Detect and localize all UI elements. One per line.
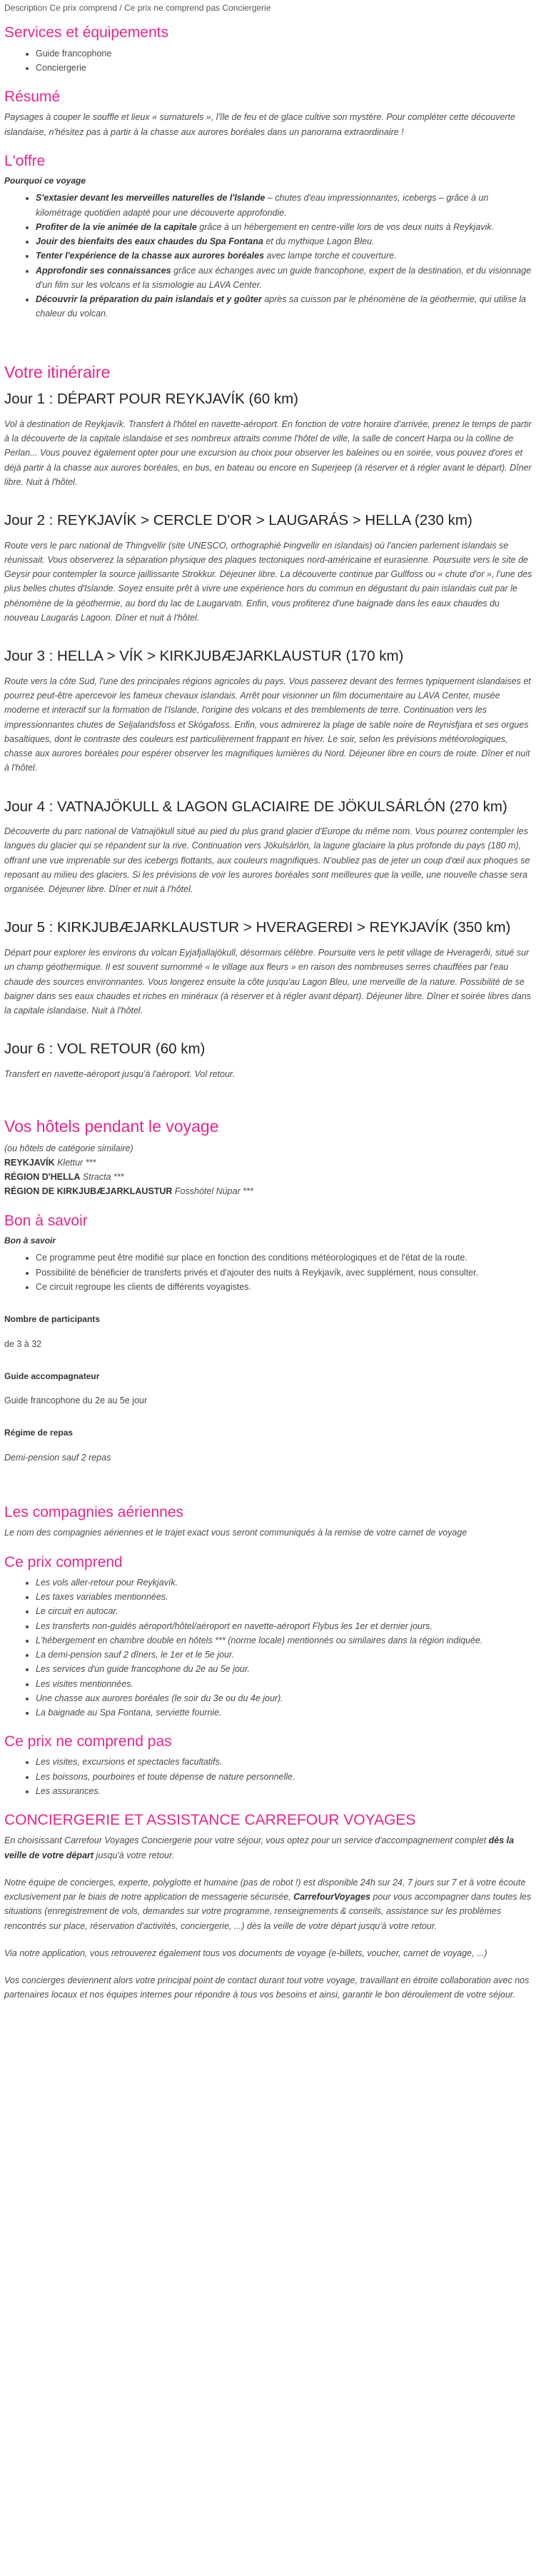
hotels-block bbox=[4, 1141, 535, 1199]
day-block bbox=[4, 512, 535, 625]
concierge-title: CONCIERGERIE ET ASSISTANCE CARREFOUR VOYAGES bbox=[4, 1812, 416, 1829]
concierge-p1-bold: dès la veille de votre départ bbox=[4, 1835, 515, 1860]
bon-a-savoir-list bbox=[4, 1251, 535, 1294]
offre-item bbox=[36, 220, 535, 234]
day-title: Jour 2 : REYKJAVÍK > CERCLE D'OR > LAUGARÁS > HELLA (230 km) bbox=[4, 512, 472, 529]
included-item: • L'hébergement en chambre double en hôtels *** (norme locale) mentionnés ou similaires dans la région indiquée. bbox=[36, 1633, 535, 1648]
offre-item bbox=[36, 191, 535, 220]
day-title: Jour 3 : HELLA > VÍK > KIRKJUBÆJARKLAUSTUR (170 km) bbox=[4, 648, 404, 665]
airlines-text: Le nom des compagnies aériennes et le trajet exact vous seront communiqués à la remise de votre carnet de voyage bbox=[4, 1528, 467, 1538]
not-included-item: • Les boissons, pourboires et toute dépense de nature personnelle. bbox=[36, 1770, 535, 1784]
concierge-p1 bbox=[4, 1833, 535, 1863]
day-text: Vol à destination de Reykjavík. Transfert à l'hôtel en navette-aéroport. En fonction de votre horaire d'arrivée, prenez le temps de partir à la découverte de la capitale islandaise et ses nombreux attraits comme l'hôtel de ville, la salle de concert Harpa ou la colline de Perlan... Vous pouvez également opter pour une excursion au choix pour observer les baleines ou en soirée, vous pouvez d'ores et déjà partir à la chasse aux aurores boréales, en bus, en bateau ou encore en Superjeep (à réserver et à régler avant le départ). Dîner libre. Nuit à l'hôtel. bbox=[4, 419, 532, 487]
resume-title: Résumé bbox=[4, 89, 61, 106]
included-item: • Les vols aller-retour pour Reykjavík. bbox=[36, 1575, 535, 1590]
day-text: Transfert en navette-aéroport jusqu'à l'aéroport. Vol retour. bbox=[4, 1068, 236, 1079]
included-item: • Le circuit en autocar. bbox=[36, 1604, 535, 1618]
concierge-p2-c: pour vous accompagner dans toutes les situations (enregistrement de vols, demandes sur votre programme, renseignements & conseils, assistance sur les problèmes rencontrés sur place, réservation d'activités, conciergerie, ...) dès la veille de votre départ jusqu'à votre retour. bbox=[4, 1892, 532, 1931]
bon-a-savoir-subtitle: Bon à savoir bbox=[4, 1235, 56, 1246]
hotel-list bbox=[4, 1156, 535, 1199]
hotel-entry bbox=[4, 1156, 535, 1170]
concierge-p1-c: jusqu'à votre retour. bbox=[93, 1850, 175, 1860]
not-included-title: Ce prix ne comprend pas bbox=[4, 1733, 172, 1750]
offre-item-text: avec lampe torche et couverture. bbox=[264, 251, 397, 261]
day-title: Jour 4 : VATNAJÖKULL & LAGON GLACIAIRE DE JÖKULSÁRLÓN (270 km) bbox=[4, 798, 507, 815]
not-included-list bbox=[4, 1755, 535, 1798]
offre-item-text: et du mythique Lagon Bleu. bbox=[263, 236, 375, 247]
offre-title: L'offre bbox=[4, 152, 46, 169]
bon-a-savoir-item: • Possibilité de bénéficier de transferts privés et d'ajouter des nuits à Reykjavík, avec supplément, nous consulter. bbox=[36, 1266, 535, 1280]
day-text: Départ pour explorer les environs du volcan Eyjafjallajökull, désormais célèbre. Poursuite vers le petit village de Hveragerði, situé sur un champ géothermique. Il est souvent surnommé « le village aux fleurs » en raison des nombreuses serres chauffées par l'eau chaude des sources environnantes. Vous longerez ensuite la côte jusqu'au Lagon Bleu, une merveille de la nature. Possibilité de se baigner dans ses eaux chaudes et riches en minéraux (à réserver et à régler avant départ). Déjeuner libre. Dîner et soirée libres dans la capitale islandaise. Nuit à l'hôtel. bbox=[4, 948, 531, 1016]
concierge-p3: Via notre application, vous retrouverez également tous vos documents de voyage (e-billets, voucher, carnet de voyage, ...) bbox=[4, 1948, 487, 1958]
included-item: • La demi-pension sauf 2 dîners, le 1er et le 5e jour. bbox=[36, 1648, 535, 1662]
included-list bbox=[4, 1575, 535, 1720]
day-title: Jour 6 : VOL RETOUR (60 km) bbox=[4, 1041, 206, 1058]
included-item: • Les transferts non-guidés aéroport/hôtel/aéroport en navette-aéroport Flybus les 1er et dernier jours. bbox=[36, 1619, 535, 1633]
offre-item bbox=[36, 292, 535, 321]
participants-value: de 3 à 32 bbox=[4, 1338, 42, 1349]
regime-value: Demi-pension sauf 2 repas bbox=[4, 1452, 111, 1463]
hotel-place: RÉGION DE KIRKJUBÆJARKLAUSTUR bbox=[4, 1186, 173, 1197]
hotel-place: RÉGION D'HELLA bbox=[4, 1172, 81, 1183]
resume-text: Paysages à couper le souffle et lieux « surnaturels », l'île de feu et de glace cultive son mystère. Pour compléter cette découverte islandaise, n'hésitez pas à partir à la chasse aux aurores boréales dans un panorama extraordinaire ! bbox=[4, 112, 515, 137]
regime-label: Régime de repas bbox=[4, 1428, 74, 1438]
offre-item-lead: Approfondir ses connaissances bbox=[36, 265, 171, 276]
day-block bbox=[4, 919, 535, 1018]
included-item: • La baignade au Spa Fontana, serviette fournie. bbox=[36, 1705, 535, 1720]
hotel-entry bbox=[4, 1170, 535, 1184]
services-title: Services et équipements bbox=[4, 24, 168, 41]
bon-a-savoir-item: • Ce programme peut être modifié sur place en fonction des conditions météorologiques et de l'état de la route. bbox=[36, 1251, 535, 1265]
offre-item-lead: Découvrir la préparation du pain islandais et y goûter bbox=[36, 294, 262, 305]
day-block bbox=[4, 798, 535, 897]
day-title: Jour 5 : KIRKJUBÆJARKLAUSTUR > HVERAGERÐI > REYKJAVÍK (350 km) bbox=[4, 919, 511, 936]
not-included-item: • Les visites, excursions et spectacles facultatifs. bbox=[36, 1755, 535, 1769]
day-block bbox=[4, 391, 535, 489]
offre-item bbox=[36, 249, 535, 263]
hotel-name: Klettur *** bbox=[54, 1157, 96, 1168]
included-title: Ce prix comprend bbox=[4, 1553, 123, 1570]
hotels-title: Vos hôtels pendant le voyage bbox=[4, 1117, 219, 1136]
offre-item bbox=[36, 264, 535, 293]
offre-item-lead: Jouir des bienfaits des eaux chaudes du Spa Fontana bbox=[36, 236, 263, 247]
hotel-name: Fosshótel Núpar *** bbox=[172, 1186, 253, 1197]
service-item: • Guide francophone bbox=[36, 46, 535, 61]
concierge-p2 bbox=[4, 1875, 535, 1933]
offre-item bbox=[36, 234, 535, 249]
hotel-name: Stracta *** bbox=[80, 1172, 124, 1183]
accompagnateur-value: Guide francophone du 2e au 5e jour bbox=[4, 1395, 148, 1406]
service-item: • Conciergerie bbox=[36, 61, 535, 75]
included-item: • Les visites mentionnées. bbox=[36, 1677, 535, 1691]
day-title: Jour 1 : DÉPART POUR REYKJAVÍK (60 km) bbox=[4, 391, 299, 408]
concierge-p4: Vos concierges deviennent alors votre principal point de contact durant tout votre voyage, travaillant en étroite collaboration avec nos partenaires locaux et nos équipes internes pour répondre à tous vos besoins et ainsi, garantir le bon déroulement de votre séjour. bbox=[4, 1975, 530, 2000]
concierge-p2-bold: CarrefourVoyages bbox=[293, 1892, 370, 1903]
breadcrumb: Description Ce prix comprend / Ce prix ne comprend pas Conciergerie bbox=[4, 3, 271, 13]
offre-item-lead: Tenter l'expérience de la chasse aux aurores boréales bbox=[36, 251, 265, 261]
concierge-p1-a: En choisissant Carrefour Voyages Conciergerie pour votre séjour, vous optez pour un service d'accompagnement complet bbox=[4, 1835, 489, 1846]
hotel-entry bbox=[4, 1184, 535, 1198]
services-list bbox=[4, 46, 535, 76]
offre-item-text: grâce à un hébergement en centre-ville lors de vos deux nuits à Reykjavik. bbox=[196, 221, 494, 232]
hotel-place: REYKJAVÍK bbox=[4, 1157, 55, 1168]
itinerary-days bbox=[4, 391, 535, 1081]
included-item: • Les taxes variables mentionnées. bbox=[36, 1590, 535, 1604]
day-text: Route vers la côte Sud, l'une des principales régions agricoles du pays. Vous passerez devant des fermes typiquement islandaises et pourrez peut-être apercevoir les fameux chevaux islandais. Arrêt pour visionner un film documentaire au LAVA Center, musée moderne et interactif sur la formation de l'Islande, l'origine des volcans et des tremblements de terre. Continuation vers les impressionnantes chutes de Seljalandsfoss et Skógafoss. Enfin, vous admirerez la plage de sable noire de Reynisfjara et ses orgues basaltiques, dont le contraste des couleurs est particulièrement frappant en hiver. Le soir, selon les prévisions météorologiques, chasse aux aurores boréales pour espérer observer les magnifiques lumières du Nord. Déjeuner libre en cours de route. Dîner et nuit à l'hôtel. bbox=[4, 676, 531, 773]
offre-item-lead: Profiter de la vie animée de la capitale bbox=[36, 221, 197, 232]
day-block bbox=[4, 1041, 535, 1081]
offre-item-text: grâce aux échanges avec un guide francophone, expert de la destination, et du visionnage d'un film sur les volcans et la sismologie au LAVA Center. bbox=[36, 265, 532, 290]
offre-subtitle: Pourquoi ce voyage bbox=[4, 176, 86, 186]
offre-item-lead: S'extasier devant les merveilles naturelles de l'Islande bbox=[36, 193, 266, 204]
hotels-note: (ou hôtels de catégorie similaire) bbox=[4, 1143, 133, 1153]
offre-item-text: – chutes d'eau impressionnantes, icebergs – grâce à un kilométrage quotidien adapté pour une découverte approfondie. bbox=[36, 193, 489, 218]
airlines-title: Les compagnies aériennes bbox=[4, 1504, 183, 1521]
day-text: Découverte du parc national de Vatnajökull situé au pied du plus grand glacier d'Europe du même nom. Vous pourrez contempler les langues du glacier qui se répandent sur la rive. Continuation vers Jökulsárlón, la lagune glaciaire la plus profonde du pays (180 m), offrant une vue imprenable sur des icebergs flottants, aux couleurs magnifiques. N'oubliez pas de jeter un coup d'œil aux phoques se reposant au milieu des glaciers. Si les prévisions de voir les aurores boréales sont meilleures que la veille, une nouvelle chasse sera organisée. Déjeuner libre. Dîner et nuit à l'hôtel. bbox=[4, 826, 530, 895]
bon-a-savoir-item: • Ce circuit regroupe les clients de différents voyagistes. bbox=[36, 1280, 535, 1294]
day-text: Route vers le parc national de Thingvellir (site UNESCO, orthographié Þingvellir en islandais) où l'ancien parlement islandais se réunissait. Vous observerez la séparation physique des plaques tectoniques nord-américaine et eurasienne. Poursuite vers le site de Geysir pour contempler la source jaillissante Strokkur. Déjeuner libre. La découverte continue par Gullfoss ou « chute d'or », l'une des plus belles chutes d'Islande. Soyez ensuite prêt à vivre une expérience hors du commun en dégustant du pain islandais cuit par le phénomène de la géothermie, au bord du lac de Laugarvatn. Enfin, vous profiterez d'une baignade dans les eaux chaudes du nouveau Laugarás Lagoon. Dîner et nuit à l'hôtel. bbox=[4, 540, 532, 623]
concierge-p2-a: Notre équipe de concierges, experte, polyglotte et humaine (pas de robot !) est disponible 24h sur 24, 7 jours sur 7 et à votre écoute exclusivement par le biais de notre application de messagerie sécurisée, bbox=[4, 1877, 526, 1903]
bon-a-savoir-title: Bon à savoir bbox=[4, 1212, 88, 1229]
offre-item-text: après sa cuisson par le phénomène de la géothermie, qui utilise la chaleur du volcan. bbox=[36, 294, 527, 319]
accompagnateur-label: Guide accompagnateur bbox=[4, 1370, 100, 1381]
included-item: • Les services d'un guide francophone du 2e au 5e jour. bbox=[36, 1662, 535, 1676]
participants-label: Nombre de participants bbox=[4, 1314, 101, 1325]
itinerary-title: Votre itinéraire bbox=[4, 362, 111, 381]
offre-list bbox=[4, 191, 535, 321]
included-item: • Une chasse aux aurores boréales (le soir du 3e ou du 4e jour). bbox=[36, 1691, 535, 1705]
not-included-item: • Les assurances. bbox=[36, 1784, 535, 1798]
day-block bbox=[4, 648, 535, 775]
